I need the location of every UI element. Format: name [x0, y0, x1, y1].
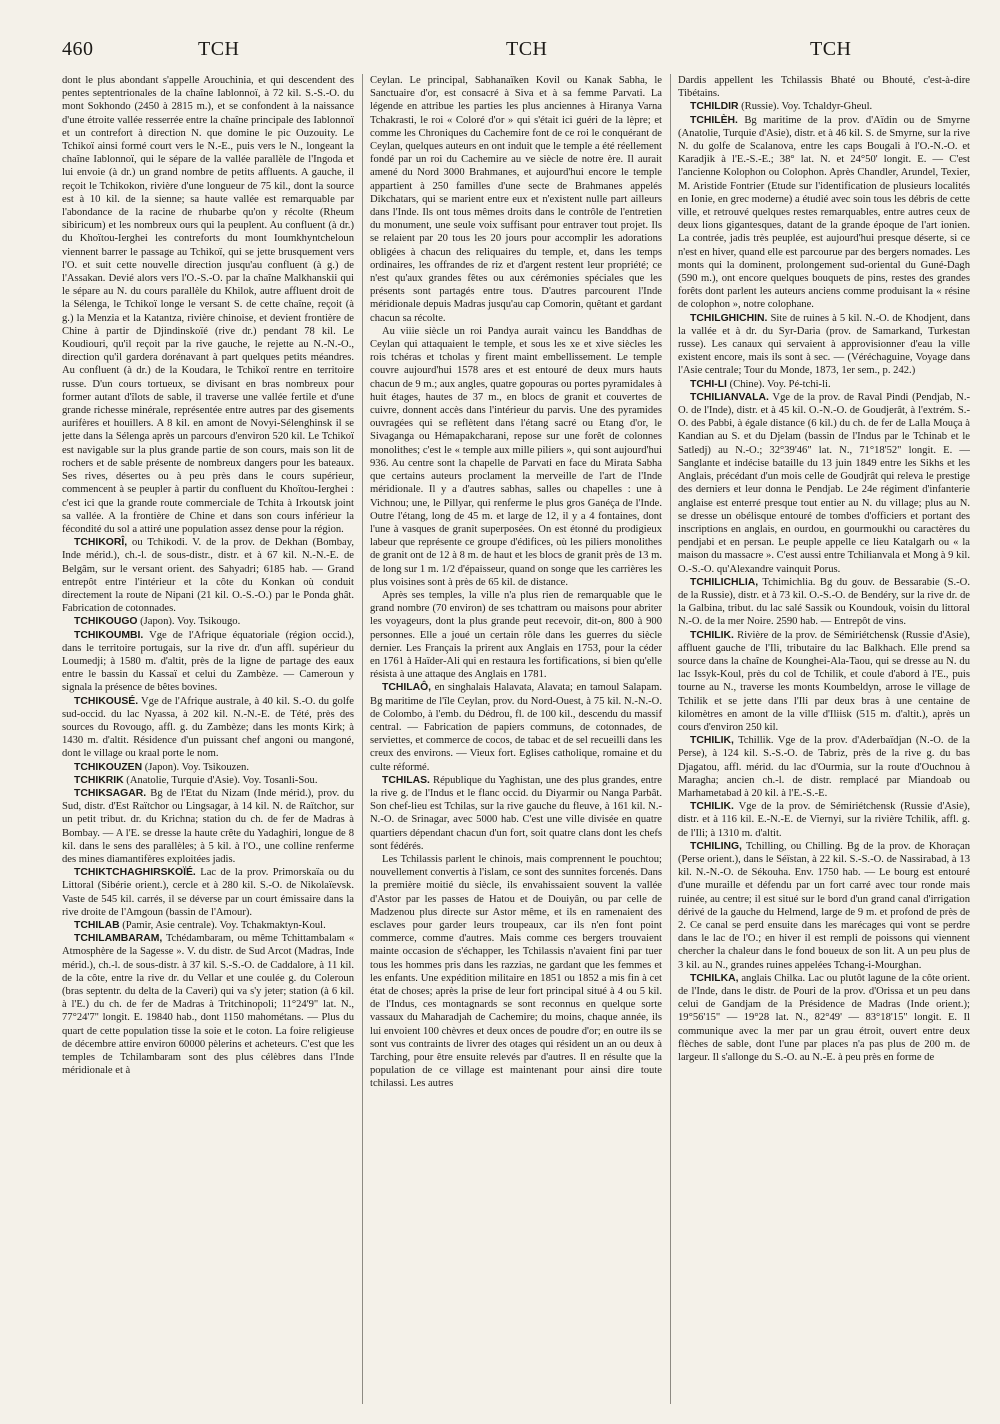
entry-text: Lac de la prov. Primorskaïa ou du Littoral (Sibérie orient.), cercle et à 280 kil. S.-O. de Nikolaïevsk. Vaste de 545 kil. carrés, il se déverse par un court émissaire dans la rive droite de l'Amgoun (bassin de l'Amour). [62, 867, 354, 918]
entry-headword: TCHILÈH. [690, 114, 738, 126]
entry-text: Rivière de la prov. de Sémiriétchensk (Russie d'Asie), affluent gauche de l'Ili, tributaire du lac Balkhach. Elle prend sa source dans la chaîne de Kounghei-Ala-Taou, qui se dresse au N. du lac Issyk-Koul, près du col de Tchilik, et coule d'abord à l'E., puis tourne au N., traverse les monts Koumbeldyn, arrose le village de Tchilik et se jette dans l'Ili par deux bras à une centaine de kilomètres en amont de la ville d'Iliisk (515 m. d'altit.), après un cours d'environ 250 kil. [678, 629, 970, 733]
entry-text: Tchilling, ou Chilling. Bg de la prov. de Khoraçan (Perse orient.), dans le Séïstan, à 22 kil. S.-S.-O. de Nassirabad, à 13 kil. N.-N.-O. de Sékouha. Env. 1750 hab. — Le bourg est entouré d'une muraille et défendu par un fort carré avec tour ronde mais ruinée, au centre; il est situé sur le bord d'un grand canal d'irrigation dérivé de la gauche du Helmend, large de 9 m. et profond de près de 2. Ce canal se perd ensuite dans les marécages qui vont se perdre dans le lac de l'O.; en hiver il est rempli de poissons qui viennent chercher la chaleur dans le fond boueux de son lit. A un peu plus de 3 kil. au N., grandes ruines appelées Tchang-i-Mourghan. [678, 840, 970, 971]
entry-text: Dardis appellent les Tchilassis Bhaté ou Bhouté, c'est-à-dire Tibétains. [678, 75, 970, 100]
running-head-right: TCH [810, 38, 852, 60]
entry-headword: TCHIKOUMBI. [74, 629, 144, 641]
entry-text: Les Tchilassis parlent le chinois, mais comprennent le pouchtou; nouvellement convertis à l'islam, ce sont des sunnites forcenés. Dans la première moitié du siècle, ils envahissaient souvent la vallée d'Astor par les passes de Hatou et de Douiyân, ou par celle de Madzenou plus directe sur Astor même, et ils en ramenaient des esclaves pour garder leurs troupeaux, car ils n'en font point commerce, comme d'autres. Mais comme ces bergers trouvaient mainte occasion de s'échapper, les Tchilassis n'avaient fini par tuer tous les hommes pris dans les razzias, ne gardant que les femmes et les enfants. Une expédition militaire en 1851 ou 1852 a mis fin à cet état de choses; après la prise de leur fort principal situé à 4 ou 5 kil. de l'Indus, ces montagnards se sont reconnus en quelque sorte vassaux du Maharadjah de Cachemire; du moins, chaque année, ils lui envoient 100 chèvres et deux onces de poudre d'or; en outre ils se sont vus contraints de livrer des otages qui résident un an ou deux à Tarching, pour être ensuite relevés par d'autres. Il en résulte que la population de ce village est maintenant pour ainsi dire toute tchilassi. Les autres [370, 853, 662, 1090]
dictionary-entry [62, 761, 354, 774]
dictionary-entry [370, 774, 662, 853]
entry-text: République du Yaghistan, une des plus grandes, entre la rive g. de l'Indus et le flanc occid. du Diyarmir ou Nanga Parbât. Son chef-lieu est Tchilas, sur la rive gauche du fleuve, à 161 kil. N.-N.-O. de Srinagar, avec 5000 hab. C'est une ville divisée en quatre quartiers dépendant chacun d'un fort, soit quatre clans dont les chefs sont fédérés. [370, 774, 662, 852]
entry-text: Bg de l'Etat du Nizam (Inde mérid.), prov. du Sud, distr. d'Est Raïtchor ou Lingsagar, à 14 kil. N. de Raïtchor, sur un petit tribut. dr. du Krichna; station du ch. de fer de Madras à Bombay. — A l'E. se dresse la haute crête du Yadaghiri, longue de 8 kil. dans le sens des parallèles; à 5 kil. à l'O., une colline renferme des mines diamantifères exploitées jadis. [62, 787, 354, 865]
dictionary-entry [678, 391, 970, 576]
column-divider [362, 74, 363, 1404]
text-paragraph [370, 853, 662, 1091]
dictionary-entry [62, 787, 354, 866]
dictionary-entry [62, 536, 354, 615]
entry-headword: TCHILAS. [382, 774, 430, 786]
entry-text: (Japon). Voy. Tsikouzen. [144, 761, 249, 773]
entry-headword: TCHILIK. [690, 629, 734, 641]
entry-text: Vge de la prov. de Sémiriétchensk (Russie d'Asie), distr. et à 116 kil. E.-N.-E. de Viernyi, sur la rivière Tchilik, affl. g. de l'Ili; à 1310 m. d'altit. [678, 801, 970, 839]
entry-headword: TCHILKA, [690, 972, 739, 984]
dictionary-entry [62, 629, 354, 695]
dictionary-entry [678, 800, 970, 840]
text-column-2 [370, 74, 662, 1404]
entry-text: Vge de l'Afrique équatoriale (région occid.), dans le territoire portugais, sur la rive dr. d'un affl. supérieur du Loumedji; à 1580 m. d'altit, près de la ligne de partage des eaux entre le bassin du Kassaï et celui du Zambèze. — Cameroun y signala la présence de bêtes bovines. [62, 629, 354, 694]
entry-text: Après ses temples, la ville n'a plus rien de remarquable que le grand nombre (70 environ) de ses tchattram ou maisons pour abriter les voyageurs, dont la plus grande peut recevoir, dit-on, 800 à 900 personnes. Elle a joué un certain rôle dans les guerres du siècle dernier. Les Français la prirent aux Anglais en 1753, pour la céder en 1761 à Haïder-Ali qui en restaura les fortifications, si bien qu'elle résista à une attaque des Anglais en 1781. [370, 589, 662, 681]
entry-text: (Anatolie, Turquie d'Asie). Voy. Tosanli-Sou. [126, 774, 318, 786]
entry-headword: TCHIKORÎ, [74, 537, 128, 549]
entry-text: Site de ruines à 5 kil. N.-O. de Khodjent, dans la vallée et à dr. du Syr-Daria (prov. de Samarkand, Turkestan russe). Les canaux qui servaient à approvisionner d'eau la ville existent encore, mais ils sont à sec. — (Véréchaguine, Voyage dans l'Asie centrale; Tour du Monde, 1873, 1er sem., p. 242.) [678, 312, 970, 377]
page-header [0, 38, 1000, 74]
column-divider [670, 74, 671, 1404]
text-paragraph [370, 74, 662, 325]
dictionary-entry [678, 114, 970, 312]
entry-headword: TCHIKOUSÉ. [74, 695, 139, 707]
entry-headword: TCHI-LI [690, 378, 727, 390]
text-column-3 [678, 74, 970, 1404]
dictionary-entry [678, 972, 970, 1064]
entry-headword: TCHILAB [74, 920, 120, 931]
entry-text: Vge de la prov. de Raval Pindi (Pendjab, N.-O. de l'Inde), distr. et à 45 kil. O.-N.-O. de Goudjerât, à l'extrém. S.-O. des Pabbi, à égale distance (6 kil.) du ch. de fer de Lalla Mouça à Kandian au S. et du Djelam (bassin de l'Indus par le Tchinab et le Satledj) au N.-O.; 32°39'46" lat. N., 71°18'52" longit. E. — Sanglante et indécise bataille du 13 juin 1849 entre les Sikhs et les Anglais, précédant d'un mois celle de Goudjrât qui releva le prestige des derniers et leur donna le Pendjab. Le 24e régiment d'infanterie anglaise est enterré presque tout entier au N. du village; plus au N. se dresse un obélisque entouré de tombes d'officiers et portant des inscriptions en anglais, en ourdou, en gourmoukhi ou caractères du pendjabi et en persan. Le peuple appelle ce lieu Katalgarh ou « la maison du massacre ». C'est aussi entre Tchilianvala et Mong à 9 kil. O.-S.-O. qu'Alexandre vainquit Porus. [678, 391, 970, 575]
dictionary-entry [62, 919, 354, 932]
dictionary-entry [678, 629, 970, 735]
entry-text: Vge de l'Afrique australe, à 40 kil. S.-O. du golfe sud-occid. du lac Nyassa, à 202 kil. N.-N.-E. de Tété, près des sources du Rovougo, affl. g. du Zambèze; dans les monts Kirk; à 1430 m. d'altit. Résidence d'un puissant chef angoni ou mangoné, dont le village ou kraal porte le nom. [62, 695, 354, 760]
dictionary-entry [678, 576, 970, 629]
entry-headword: TCHIKRIK [74, 774, 124, 786]
entry-headword: TCHIKSAGAR. [74, 787, 147, 799]
text-paragraph [678, 74, 970, 100]
entry-headword: TCHILIK. [690, 801, 734, 813]
entry-headword: TCHILIK, [690, 735, 734, 747]
entry-text: anglais Chilka. Lac ou plutôt lagune de la côte orient. de l'Inde, dans le distr. de Pouri de la prov. d'Orissa et un peu dans celui de Gandjam de la Présidence de Madras (Inde orient.); 19°56'15" — 19°28 lat. N., 82°49' — 83°18'15" longit. E. Il communique avec la mer par un grau étroit, ouvert entre deux flèches de sable, dont l'une par places n'a pas plus de 200 m. de largeur. Il s'allonge du S.-O. au N.-E. à peu près en forme de [678, 972, 970, 1064]
entry-headword: TCHILGHICHIN. [690, 312, 768, 324]
text-column-1 [62, 74, 354, 1404]
entry-text: Bg maritime de la prov. d'Aïdin ou de Smyrne (Anatolie, Turquie d'Asie), distr. et à 46 kil. S. de Smyrne, sur la rive N. du golfe de Scalanova, entre les caps Bougali à l'O.-N.-O. et Karadjik à l'E.-S.-E.; 38° lat. N. et 24°50' longit. E. — C'est l'ancienne Kolophon ou Colophon. Après Chandler, Arundel, Texier, M. Aristide Fontrier (Etude sur l'identification de plusieurs localités en Ionie, en grec moderne) a étudié avec soin tous les débris de cette ville, et retrouvé quelques restes remarquables, entre autres ceux de deux lions gigantesques, datant de la grande époque de l'art ionien. La contrée, jadis très peuplée, est aujourd'hui presque déserte, si ce n'est en hiver, quand elle est parcourue par des bergers nomades. Les monts qui la dominent, prolongement sud-oriental du Guné-Dagh (590 m.), ont encore quelques bouquets de pins, restes des grandes forêts dont parlent les auteurs anciens comme produisant la « résine de colophon », notre colophane. [678, 114, 970, 311]
entry-headword: TCHILICHLIA, [690, 576, 759, 588]
entry-text: Tchédambaram, ou même Tchittambalam « Atmosphère de la Sagesse ». V. du distr. de Sud Arcot (Madras, Inde mérid.), ch.-l. de sous-distr. à 37 kil. S.-S.-O. de Caddalore, à 11 kil. de la côte, entre la rive dr. du Vellar et une coulée g. du Coleroun (bras septentr. du delta de la Caveri) qui va s'y jeter; station (à 6 kil. à l'E.) du ch. de fer de Madras à Tritchinopoli; 11°24'9" lat. N., 77°24'7" longit. E. 19840 hab., dont 1150 mahométans. — Plus du quart de cette population tisse la soie et le coton. La foire religieuse de décembre attire environ 60000 pèlerins et acheteurs. C'est que les temples de Tchilambaram sont des plus célèbres dans l'Inde méridionale et à [62, 933, 354, 1077]
dictionary-entry [62, 932, 354, 1077]
dictionary-entry [678, 100, 970, 113]
entry-headword: TCHIKTCHAGHIRSKOÏÉ. [74, 867, 196, 879]
entry-headword: TCHILING, [690, 840, 742, 852]
dictionary-entry [62, 866, 354, 919]
entry-headword: TCHILIANVALA. [690, 391, 769, 403]
entry-text: Au viiie siècle un roi Pandya aurait vaincu les Banddhas de Ceylan qui attaquaient le temple, et sous les xe et xive siècles les rois tchéras et tcholas y firent maint embellissement. Le temple couvre aujourd'hui 1578 ares et est entouré de deux murs hauts chacun de 9 m.; aux angles, quatre gopouras ou portes pyramidales à huit étages, hautes de 37 m., en blocs de granit et couvertes de cuivre, donnent accès dans l'intérieur du parvis. Une des pyramides ouvragées qui se reflètent dans l'étang sacré ou Etang d'or, le Sivaganga ou Hémapakcharani, repose sur une forêt de colonnes monolithes; c'est le « temple aux mille piliers », qui sont aujourd'hui 936. Au centre sont la chapelle de Parvati en face du Mirata Sabha que certains auteurs proclament la merveille de l'art de l'Inde méridionale. Il y a d'autres sabhas, salles ou chapelles : une à Vichnou; une, le Pillyar, qui renferme le plus gros Ganéça de l'Inde. Outre l'étang, long de 45 m. et large de 12, il y a 4 fontaines, dont l'une à vasques de granit superposées. On est étonné du prodigieux labeur que représente ce groupe d'édifices, où les piliers monolithes de granit ont de 12 à 8 m. de haut et les blocs de granit près de 13 m. de long sur 1 m. 1/2 d'épaisseur, quand on songe que les carrières les plus voisines sont à près de 65 kil. de distance. [370, 325, 662, 588]
dictionary-entry [62, 695, 354, 761]
entry-text: (Chine). Voy. Pé-tchi-li. [729, 378, 831, 390]
dictionary-entry [678, 840, 970, 972]
dictionary-entry [62, 615, 354, 628]
entry-text: (Russie). Voy. Tchaldyr-Gheul. [741, 101, 873, 113]
text-paragraph [370, 325, 662, 589]
page-number: 460 [62, 38, 94, 60]
entry-text: (Pamir, Asie centrale). Voy. Tchakmaktyn-Koul. [122, 920, 326, 931]
entry-headword: TCHILAMBARAM, [74, 933, 163, 945]
text-paragraph [62, 74, 354, 536]
entry-headword: TCHIKOUGO [74, 616, 138, 628]
entry-text: en singhalais Halavata, Alavata; en tamoul Salapam. Bg maritime de l'île Ceylan, prov. du Nord-Ouest, à 75 kil. N.-N.-O. de Colombo, à l'emb. du Dédrou, fl. de 100 kil., descendu du massif central. — Fabrication de papiers communs, de cotonnades, de serviettes, et commerce de cocos, de tabac et de sel recueilli dans les creux des environs. — Vieux fort. Eglises catholique, romaine et du culte réformé. [370, 682, 662, 773]
entry-text: Ceylan. Le principal, Sabhanaïken Kovil ou Kanak Sabha, le Sanctuaire d'or, est consacré à Siva et à sa femme Parvati. La légende en attribue les parties les plus anciennes à Hiranya Varna Tchakrasti, le roi « Coloré d'or » qui s'était ici guéri de la lèpre; et comme les Chroniques du Cachemire font de ce roi le conquérant de Ceylan, quelques auteurs en ont induit que le temple a été réellement fondé par un roi du Cachemire au ve siècle de notre ère. Il aurait amené du Nord 3000 Brahmanes, et aujourd'hui encore le temple appartient à 250 familles d'une secte de Brahmanes appelés Dikchatars, qui se marient entre eux et n'existent nulle part ailleurs dans l'Inde. Ils ont tous mêmes droits dans le contrôle de l'entretien du monument, une seule voix suffisant pour entraver tout projet. Ils se relaient par 20 tous les 20 jours pour accomplir les adorations obligées à chacun des reliquaires du temple, et, dans les temps ordinaires, les offrandes de riz et d'argent restent leur propriété; ce n'est qu'aux grandes fêtes ou aux cérémonies spéciales que les présents sont partagés entre tous. D'autres parcourent l'Inde méridionale depuis Madras jusqu'au cap Comorin, quêtant et gardant chacun sa récolte. [370, 75, 662, 324]
dictionary-entry [678, 312, 970, 378]
dictionary-entry [62, 774, 354, 787]
entry-text: Tchillik. Vge de la prov. d'Aderbaïdjan (N.-O. de la Perse), à 124 kil. S.-S.-O. de Tabriz, près de la rive g. du bas Djagatou, affl. mérid. du lac d'Ourmia, sur la route d'Ouchnou à Maragha; ancien ch.-l. de distr. remplacé par Miandoab ou Marhametabad à 20 kil. à l'E.-S.-E. [678, 735, 970, 799]
entry-headword: TCHIKOUZEN [74, 761, 143, 773]
entry-text: ou Tchikodi. V. de la prov. de Dekhan (Bombay, Inde mérid.), ch.-l. de sous-distr., distr. et à 67 kil. N.-N.-E. de Belgâm, sur le versant orient. des Sahyadri; 6185 hab. — Grand entrepôt entre l'intérieur et la côte du Konkan où conduit directement la route de Nipani (21 kil. O.-S.-O.) par le Ponda ghât. Fabrication de cotonnades. [62, 537, 354, 615]
running-head-left: TCH [198, 38, 240, 60]
text-paragraph [370, 589, 662, 681]
entry-headword: TCHILAÔ, [382, 682, 432, 694]
running-head-center: TCH [506, 38, 548, 60]
dictionary-entry [678, 734, 970, 800]
dictionary-entry [678, 378, 970, 391]
entry-text: dont le plus abondant s'appelle Arouchinia, et qui descendent des pentes septentrionales de la chaîne Iablonnoï, à 72 kil. S.-S.-O. du mont Sokhondo (2450 à 2815 m.), et se confondent à la naissance d'une étroite vallée resserrée entre la chaîne principale des Iablonnoï et un contrefort à direction N. que domine le pic Ouzouity. Le Tchikoï ainsi formé court vers le N.-E., puis vers le N., longeant la chaîne Iablonnoï, qui le sépare de la vallée parallèle de l'Ingoda et lui envoie (à dr.) un grand nombre de petits affluents. A gauche, il reçoit le Tchikokon, rivière d'une longueur de 75 kil., dont la source est à 10 kil. de la sienne; sa haute vallée est remarquable par l'abondance de la racine de rhubarbe qu'on y récolte (Rheum sibiricum) et les nombreux ours qui la peuplent. Au confluent (à dr.) du Khoïtou-Ierghei les contreforts du mont Ioumkhyntcheloun viennent barrer le passage au Tchikoï, qui se jette brusquement vers l'O. et suit cette nouvelle direction jusqu'au confluent (à g.) de l'Assakan. Devié alors vers l'O.-S.-O. par la chaîne Malkhanskii qui le sépare au N. du cours parallèle du Khilok, autre affluent droit de la Sélenga, le Tchikoï longe le versant S. de cette chaîne, reçoit (à g.) la Menzia et la Katantza, rivière chinoise, et devient frontière de Chine à partir de Djindinskoïé (rive dr.) pendant 78 kil. Le Koudiouri, qu'il reçoit par la rive gauche, le rejette au N.-N.-O., direction qu'il gardera dorénavant à part quelques petits méandres. Au confluent (à dr.) de la Koudara, le Tchikoï rentre en territoire russe. D'un cours tortueux, se divisant en bras nombreux pour former autant d'îlots de sable, il traverse une vallée fertile et d'une grande richesse minérale, représentée entre autres par des gisements aurifères et houillers. A 8 kil. en amont de Novyi-Sélenghinsk il se jette dans la Sélenga après un parcours d'environ 520 kil. Le Tchikoï est navigable sur la plus grande partie de son cours, mais son lit de rochers et de sable présente de nombreux dangers pour les bateaux. Ses rives, désertes ou à peu près dans le cours supérieur, commencent à se peupler à partir du confluent du Khoïtou-Ierghei : c'est ici que la grande route commerciale de Tchita à Irkoutsk joint sa vallée. A la frontière de Chine et dans son cours inférieur la fécondité du sol a attiré une population assez dense pour la région. [62, 75, 354, 535]
entry-text: (Japon). Voy. Tsikougo. [140, 616, 241, 628]
entry-headword: TCHILDIR [690, 101, 739, 113]
dictionary-entry [370, 681, 662, 773]
entry-text: Tchimichlia. Bg du gouv. de Bessarabie (S.-O. de la Russie), distr. et à 73 kil. O.-S.-O. de Bendéry, sur la rive dr. de la Galbina, tribut. du lac salé Sassik ou Koundouk, voisin du littoral N.-O. de la mer Noire. 2590 hab. — Entrepôt de vins. [678, 576, 970, 628]
